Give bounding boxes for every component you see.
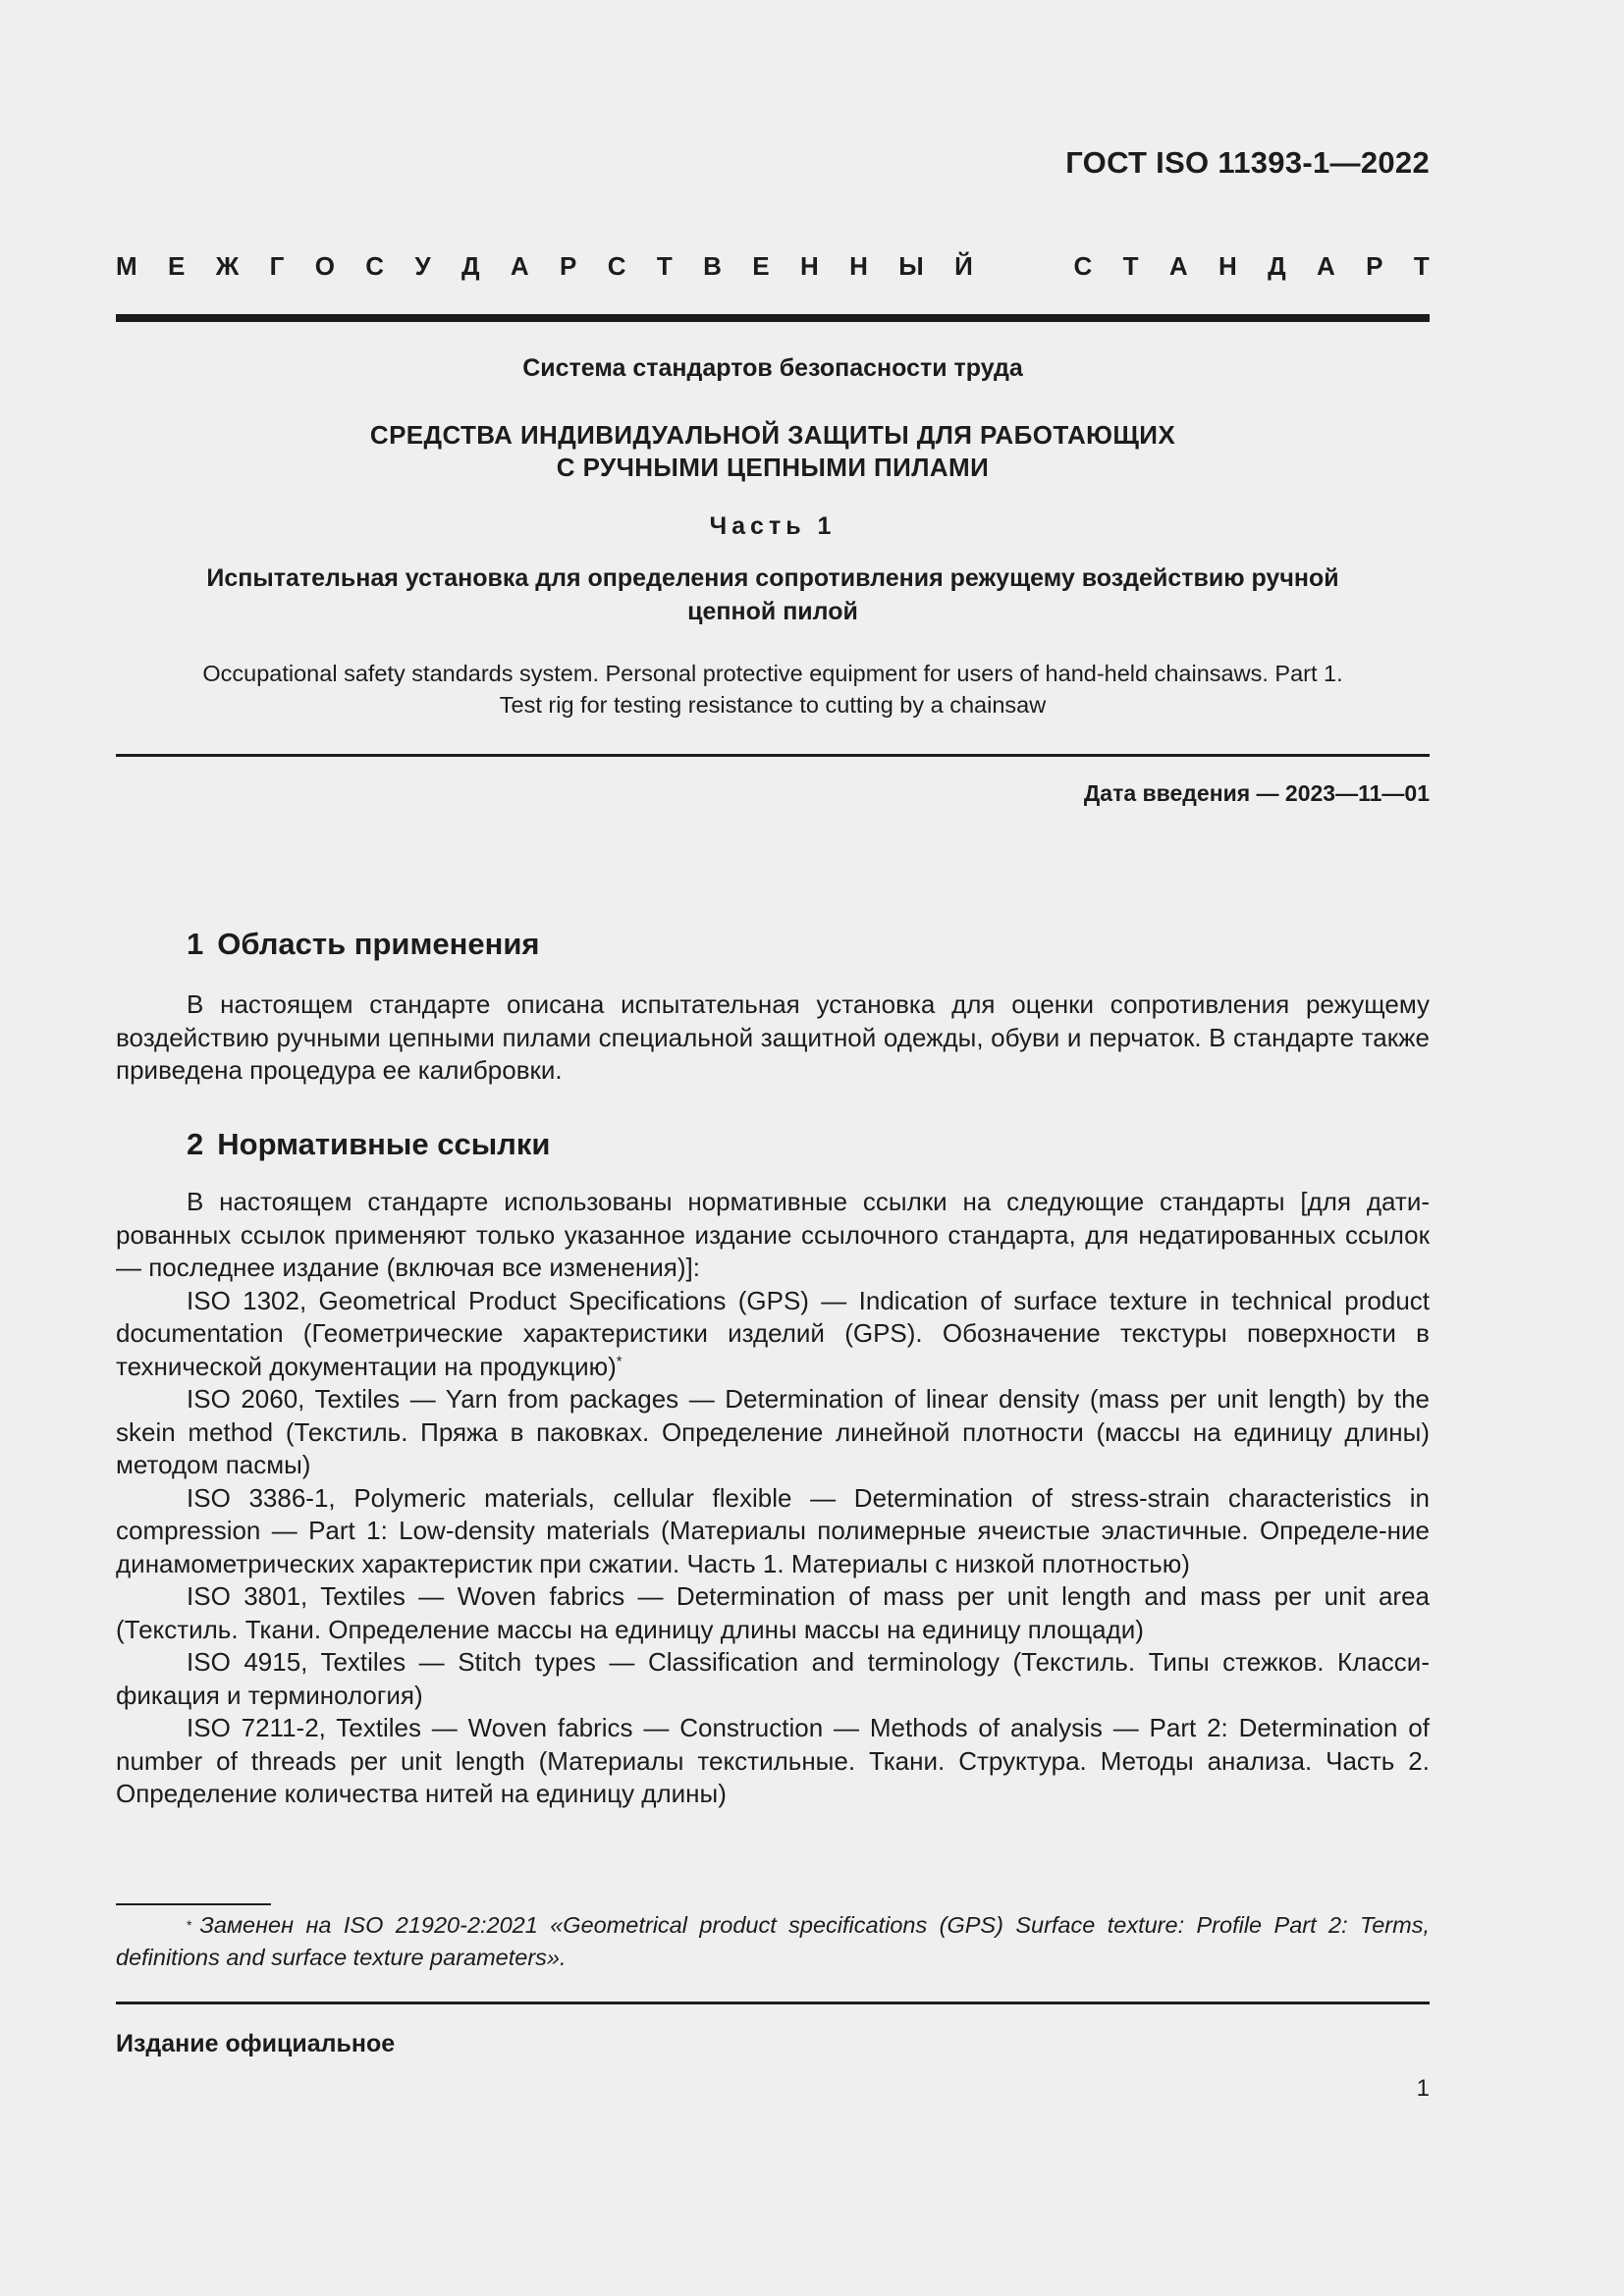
- banner-letter: А: [1168, 251, 1188, 281]
- section-2-intro: В настоящем стандарте использованы нормативные ссылки на следующие стандарты [для дати-рованных ссылок применяют только указанное издание ссылочного стандарта, для недатированных ссылок — последнее издание (включая все изменения)]:: [116, 1187, 1430, 1282]
- banner-letter: Н: [1218, 251, 1237, 281]
- section-1-title: Область применения: [217, 927, 540, 961]
- footnote-marker: *: [616, 1352, 623, 1369]
- part-subtitle-line1: Испытательная установка для определения сопротивления режущему воздействию ручной: [206, 564, 1339, 592]
- part-label: Часть 1: [709, 512, 837, 540]
- part-subtitle-line2: цепной пилой: [687, 598, 858, 625]
- banner-letter: Н: [799, 251, 819, 281]
- page-number: 1: [1416, 2075, 1430, 2102]
- section-2-number: 2: [187, 1127, 204, 1161]
- official-edition-label: Издание официальное: [116, 2030, 396, 2057]
- section-1-number: 1: [187, 927, 204, 961]
- document-title: [116, 419, 1430, 484]
- english-title: [116, 658, 1430, 721]
- reference-item: ISO 3386-1, Polymeric materials, cellular flexible — Determination of stress-strain characteristics in compression — Part 1: Low-density materials (Материалы полимерные ячеистые эластичные. Определе-ние динамометрических характеристик при сжатии. Часть 1. Материалы с низкой плотностью): [116, 1482, 1430, 1578]
- banner-letter: А: [510, 251, 529, 281]
- section-1-heading: [187, 927, 540, 962]
- footnote-text: Заменен на ISO 21920-2:2021 «Geometrical product specifications (GPS) Surface texture: Profile Part 2: Terms, definitions and surface texture parameters».: [116, 1912, 1430, 1970]
- section-2-title: Нормативные ссылки: [217, 1127, 551, 1161]
- footnote-divider: [116, 1903, 271, 1905]
- section-2-body: [116, 1186, 1430, 1811]
- section-1-paragraph: В настоящем стандарте описана испытательная установка для оценки сопротивления режущему воздействию ручными цепными пилами специальной защитной одежды, обуви и перчаток. В стандарте также приведена процедура ее калибровки.: [116, 989, 1430, 1085]
- english-title-line1: Occupational safety standards system. Personal protective equipment for users of hand-held chainsaws. Part 1.: [202, 661, 1343, 686]
- banner-letter: О: [314, 251, 335, 281]
- reference-item: ISO 7211-2, Textiles — Woven fabrics — Construction — Methods of analysis — Part 2: Determination of number of threads per unit length (Материалы текстильные. Ткани. Структура. Методы анализа. Часть 2. Определение количества нитей на единицу длины): [116, 1713, 1430, 1808]
- banner-letter: М: [116, 251, 137, 281]
- banner-letter: С: [365, 251, 385, 281]
- standards-system-title: Система стандартов безопасности труда: [522, 354, 1023, 382]
- banner-letter: Ж: [215, 251, 240, 281]
- banner-letter: А: [1317, 251, 1335, 281]
- banner-letter: Т: [1122, 251, 1139, 281]
- banner-letter: Т: [1413, 251, 1430, 281]
- section-1-body: [116, 988, 1430, 1088]
- banner-letter: Р: [560, 251, 577, 281]
- banner-letter: Н: [849, 251, 868, 281]
- banner-letter: С: [1073, 251, 1093, 281]
- document-number: ГОСТ ISO 11393-1—2022: [1065, 145, 1430, 180]
- reference-item: ISO 1302, Geometrical Product Specifications (GPS) — Indication of surface texture in technical product documentation (Геометрические характеристики изделий (GPS). Обозначение текстуры поверхности в технической документации на продукцию)*: [116, 1285, 1430, 1381]
- section-2-heading: [187, 1127, 550, 1162]
- banner-letter: Р: [1366, 251, 1383, 281]
- interstate-standard-banner: [116, 251, 1430, 282]
- footnote-mark: *: [187, 1917, 192, 1933]
- reference-item: ISO 4915, Textiles — Stitch types — Classification and terminology (Текстиль. Типы стежков. Класси-фикация и терминология): [116, 1647, 1430, 1710]
- title-divider: [116, 754, 1430, 757]
- banner-letter: У: [414, 251, 431, 281]
- banner-letter: Д: [1268, 251, 1286, 281]
- document-title-line2: С РУЧНЫМИ ЦЕПНЫМИ ПИЛАМИ: [556, 453, 990, 482]
- reference-item: ISO 3801, Textiles — Woven fabrics — Determination of mass per unit length and mass per unit area (Текстиль. Ткани. Определение массы на единицу длины массы на единицу площади): [116, 1581, 1430, 1644]
- banner-letter: Г: [269, 251, 285, 281]
- introduction-date: Дата введения — 2023—11—01: [1083, 780, 1430, 806]
- banner-letter: Ы: [898, 251, 924, 281]
- banner-letter: С: [607, 251, 626, 281]
- banner-letter: Е: [168, 251, 186, 281]
- footnote: [116, 1909, 1430, 1974]
- banner-letter: Т: [656, 251, 673, 281]
- document-page: [116, 0, 1430, 2296]
- banner-letter: В: [703, 251, 722, 281]
- footer-divider: [116, 2002, 1430, 2004]
- english-title-line2: Test rig for testing resistance to cutting by a chainsaw: [499, 692, 1047, 718]
- document-title-line1: СРЕДСТВА ИНДИВИДУАЛЬНОЙ ЗАЩИТЫ ДЛЯ РАБОТАЮЩИХ: [369, 420, 1176, 450]
- banner-letter: Е: [752, 251, 770, 281]
- part-subtitle: [116, 561, 1430, 628]
- banner-letter: Й: [954, 251, 973, 281]
- reference-item: ISO 2060, Textiles — Yarn from packages — Determination of linear density (mass per unit length) by the skein method (Текстиль. Пряжа в паковках. Определение линейной плотности (массы на единицу длины) методом пасмы): [116, 1384, 1430, 1479]
- banner-word-gap: [1003, 251, 1043, 282]
- banner-letter: Д: [460, 251, 480, 281]
- header-divider: [116, 314, 1430, 322]
